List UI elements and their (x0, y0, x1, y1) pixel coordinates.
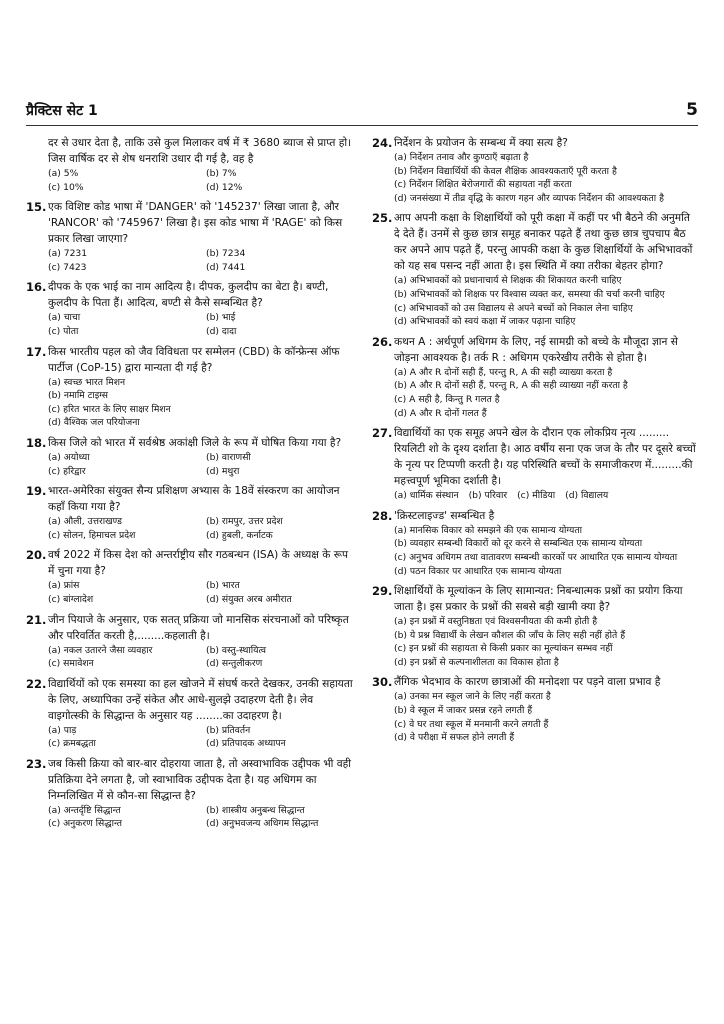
question-text: वर्ष 2022 में किस देश को अन्तर्राष्ट्रीय सौर गठबन्धन (ISA) के अध्यक्ष के रूप में चुना गया है? (48, 549, 349, 578)
answer-option: (c) समावेशन (48, 658, 94, 670)
answer-option: (a) औली, उत्तराखण्ड (48, 516, 122, 528)
answer-options (394, 615, 698, 669)
question (372, 135, 698, 205)
answer-option: (d) 7441 (206, 261, 246, 273)
question-number: 18. (26, 435, 47, 450)
question-text: विद्यार्थियों का एक समूह अपने खेल के दौरान एक लोकप्रिय नृत्य ......... रियलिटी शो के दृश्य दर्शाता है। आठ वर्षीय सना एक जज के तौर पर दूसरे बच्चों के नृत्य पर टिप्पणी करती है। यह परिस्थिति बच्चों के समाजीकरण में.........की महत्त्वपूर्ण भूमिका दर्शाती है। (394, 427, 696, 488)
question-number: 26. (372, 334, 393, 349)
answer-options (394, 690, 698, 744)
question-text: दीपक के एक भाई का नाम आदित्य है। दीपक, कुलदीप का बेटा है। बण्टी, कुलदीप के पिता हैं। आदित्य, बण्टी से कैसे सम्बन्धित है? (48, 281, 329, 310)
answer-option: (b) अभिभावकों को शिक्षक पर विश्वास व्यक्त कर, समस्या की चर्चा करनी चाहिए (394, 288, 665, 300)
answer-option: (b) परिवार (468, 490, 508, 502)
answer-option: (d) प्रतिपादक अध्यापन (206, 738, 286, 750)
question-text: दर से उधार देता है, ताकि उसे कुल मिलाकर वर्ष में ₹ 3680 ब्याज से प्राप्त हो। जिस वार्षिक दर से शेष धनराशि उधार दी गई है, वह है (48, 137, 352, 165)
question-number: 15. (26, 200, 47, 215)
answer-option: (b) 7% (206, 168, 237, 179)
answer-option: (c) सोलन, हिमाचल प्रदेश (48, 529, 136, 541)
answer-options (394, 489, 698, 503)
answer-option: (c) वे घर तथा स्कूल में मनमानी करने लगती हैं (394, 718, 549, 730)
question-number: 20. (26, 548, 47, 563)
answer-option: (d) इन प्रश्नों से कल्पनाशीलता का विकास होता है (394, 656, 559, 668)
answer-option: (d) संयुक्त अरब अमीरात (206, 593, 292, 605)
header-title: प्रैक्टिस सेट 1 (26, 103, 98, 119)
answer-option: (c) हरिद्वार (48, 465, 86, 477)
answer-option: (c) A सही है, किन्तु R गलत है (394, 393, 500, 405)
question (372, 425, 698, 503)
answer-options (48, 247, 356, 274)
answer-option: (b) व्यवहार सम्बन्धी विकारों को दूर करने से सम्बन्धित एक सामान्य योग्यता (394, 538, 643, 550)
answer-options (48, 311, 356, 338)
answer-option: (d) अभिभावकों को स्वयं कक्षा में जाकर पढ़ाना चाहिए (394, 316, 576, 328)
answer-option: (a) अभिभावकों को प्रधानाचार्य से शिक्षक की शिकायत करनी चाहिए (394, 275, 622, 287)
answer-option: (d) जनसंख्या में तीव्र वृद्धि के कारण गहन और व्यापक निर्देशन की आवश्यकता है (394, 192, 664, 204)
question-text: भारत-अमेरिका संयुक्त सैन्य प्रशिक्षण अभ्यास के 18वें संस्करण का आयोजन कहाँ किया गया है? (48, 485, 340, 514)
answer-option: (c) क्रमबद्धता (48, 738, 96, 750)
answer-option: (a) 5% (48, 168, 79, 179)
question-number: 16. (26, 280, 47, 295)
answer-option: (c) पोता (48, 325, 79, 337)
page-header (26, 96, 698, 120)
answer-option: (d) हुबली, कर्नाटक (206, 529, 273, 541)
question (372, 334, 698, 420)
answer-option: (c) 10% (48, 181, 84, 193)
question-number: 28. (372, 508, 393, 523)
answer-option: (c) 7423 (48, 261, 87, 273)
answer-option: (b) ये प्रश्न विद्यार्थी के लेखन कौशल की जाँच के लिए सही नहीं होते हैं (394, 629, 626, 641)
answer-option: (b) A और R दोनों सही हैं, परन्तु R, A की सही व्याख्या नहीं करता है (394, 380, 628, 392)
answer-option: (b) भाई (206, 312, 236, 324)
answer-options (394, 524, 698, 578)
question-number: 29. (372, 584, 393, 599)
answer-option: (b) वे स्कूल में जाकर प्रसन्न रहने लगती हैं (394, 705, 533, 717)
question-number: 27. (372, 426, 393, 441)
answer-option: (c) अभिभावकों को उस विद्यालय से अपने बच्चों को निकाल लेना चाहिए (394, 302, 633, 314)
question-text: 'क्रिस्टलाइज्ड' सम्बन्धित है (394, 509, 495, 522)
question-number: 30. (372, 675, 393, 690)
answer-option: (a) अयोध्या (48, 451, 90, 463)
answer-option: (b) 7234 (206, 248, 246, 260)
answer-options (394, 366, 698, 420)
answer-options (48, 724, 356, 751)
question (26, 344, 356, 430)
answer-option: (c) मीडिया (517, 490, 556, 502)
question (26, 756, 356, 831)
answer-option: (a) नकल उतारने जैसा व्यवहार (48, 644, 153, 656)
answer-option: (d) वे परीक्षा में सफल होने लगती हैं (394, 732, 515, 744)
left-column (26, 135, 356, 836)
question (26, 547, 356, 606)
page-number: 5 (686, 100, 698, 120)
question-text: शिक्षार्थियों के मूल्यांकन के लिए सामान्यत: निबन्धात्मक प्रश्नों का प्रयोग किया जाता है। इस प्रकार के प्रश्नों की सबसे बड़ी खामी क्या है? (394, 585, 683, 614)
answer-option: (a) उनका मन स्कूल जाने के लिए नहीं करता है (394, 691, 551, 703)
question-text: जब किसी क्रिया को बार-बार दोहराया जाता है, तो अस्वाभाविक उद्दीपक भी वही प्रतिक्रिया देने लगता है, जो स्वाभाविक उद्दीपक देता है। यह अधिगम का निम्नलिखित में से कौन-सा सिद्धान्त है? (48, 757, 352, 802)
answer-option: (b) नमामि टाइग्स (48, 390, 109, 402)
answer-options (48, 644, 356, 671)
answer-option: (a) 7231 (48, 248, 88, 260)
question-text: किस भारतीय पहल को जैव विविधता पर सम्मेलन (CBD) के कॉन्फ्रेन्स ऑफ पार्टीज (CoP-15) द्वारा मान्यता दी गई है? (48, 345, 340, 374)
question (372, 674, 698, 744)
header-rule (26, 125, 698, 126)
answer-option: (a) निर्देशन तनाव और कुण्ठाएँ बढ़ाता है (394, 152, 529, 163)
answer-option: (a) चाचा (48, 312, 81, 324)
answer-options (394, 151, 698, 205)
question-text: एक विशिष्ट कोड भाषा में 'DANGER' को '145237' लिखा जाता है, और 'RANCOR' को '745967' लिखा है। इस कोड भाषा में 'RAGE' को किस प्रकार लिखा जाएगा? (48, 201, 343, 246)
answer-option: (b) निर्देशन विद्यार्थियों की केवल शैक्षिक आवश्यकताएँ पूरी करता है (394, 165, 617, 177)
answer-option: (d) सन्तुलीकरण (206, 658, 263, 670)
question-number: 19. (26, 484, 47, 499)
answer-option: (d) वैश्विक जल परियोजना (48, 417, 140, 429)
answer-option: (b) प्रतिवर्तन (206, 724, 251, 736)
question-number: 17. (26, 344, 47, 359)
answer-options (48, 376, 356, 430)
answer-option: (d) मथुरा (206, 465, 240, 477)
question (26, 135, 356, 194)
answer-option: (d) पठन विकार पर आधारित एक सामान्य योग्यता (394, 565, 562, 577)
answer-option: (a) इन प्रश्नों में वस्तुनिष्ठता एवं विश्वसनीयता की कमी होती है (394, 616, 598, 628)
question (372, 583, 698, 669)
answer-option: (c) अनुभव अधिगम तथा वातावरण सम्बन्धी कारकों पर आधारित एक सामान्य योग्यता (394, 551, 678, 563)
question (26, 612, 356, 671)
answer-option: (c) हरित भारत के लिए साक्षर मिशन (48, 403, 171, 415)
answer-option: (a) A और R दोनों सही हैं, परन्तु R, A की सही व्याख्या करता है (394, 366, 613, 378)
question (372, 508, 698, 578)
question-number: 22. (26, 676, 47, 691)
question (26, 676, 356, 751)
right-column (372, 135, 698, 750)
answer-option: (d) विद्यालय (565, 490, 609, 502)
question-text: लैंगिक भेदभाव के कारण छात्राओं की मनोदशा पर पड़ने वाला प्रभाव है (394, 676, 661, 689)
question-text: निर्देशन के प्रयोजन के सम्बन्ध में क्या सत्य है? (394, 137, 568, 149)
question (26, 199, 356, 274)
question-number: 23. (26, 756, 47, 771)
answer-option: (b) वस्तु-स्थायित्व (206, 644, 267, 656)
answer-options (394, 274, 698, 328)
answer-option: (c) निर्देशन शिक्षित बेरोजगारों की सहायता नहीं करता (394, 179, 572, 191)
answer-option: (c) बांग्लादेश (48, 593, 94, 605)
answer-option: (b) वाराणसी (206, 451, 251, 463)
question (26, 435, 356, 478)
question-text: आप अपनी कक्षा के शिक्षार्थियों को पूरी कक्षा में कहीं पर भी बैठने की अनुमति दे देते हैं। उनमें से कुछ छात्र समूह बनाकर पढ़ते हैं तथा कुछ छात्र चुपचाप बैठ कर अपने आप पढ़ते हैं, परन्तु आपकी कक्षा के कुछ शिक्षार्थियों के अभिभावकों को यह सब पसन्द नहीं आता है। इस स्थिति में क्या तरीका बेहतर होगा? (394, 212, 693, 273)
question-text: किस जिले को भारत में सर्वश्रेष्ठ अकांक्षी जिले के रूप में घोषित किया गया है? (48, 436, 342, 449)
question-number: 24. (372, 136, 393, 150)
answer-option: (d) अनुभवजन्य अधिगम सिद्धान्त (206, 818, 319, 830)
answer-options (48, 167, 356, 194)
question (372, 210, 698, 328)
question-text: जीन पियाजे के अनुसार, एक सतत् प्रक्रिया जो मानसिक संरचनाओं को परिष्कृत और परिवर्तित करती है,........कहलाती है। (48, 613, 349, 642)
answer-option: (c) इन प्रश्नों की सहायता से किसी प्रकार का मूल्यांकन सम्भव नहीं (394, 643, 613, 655)
question (26, 279, 356, 338)
answer-option: (a) धार्मिक संस्थान (394, 490, 459, 502)
answer-option: (a) मानसिक विकार को समझने की एक सामान्य योग्यता (394, 524, 582, 536)
question-number: 25. (372, 211, 393, 226)
question-number: 21. (26, 612, 47, 627)
question-text: विद्यार्थियों को एक समस्या का हल खोजने में संघर्ष करते देखकर, उनकी सहायता के लिए, अध्यापिका उन्हें संकेत और आधे-सुलझे उदाहरण देती है। लेव वाइगोत्स्की के सिद्धान्त के अनुसार यह ........का उदाहरण है। (48, 677, 353, 722)
answer-option: (a) स्वच्छ भारत मिशन (48, 376, 126, 388)
answer-option: (b) रामपुर, उत्तर प्रदेश (206, 516, 283, 528)
answer-option: (a) पाड़ (48, 724, 77, 736)
answer-option: (d) दादा (206, 325, 237, 337)
question (26, 483, 356, 542)
question-text: कथन A : अर्थपूर्ण अधिगम के लिए, नई सामग्री को बच्चे के मौजूदा ज्ञान से जोड़ना आवश्यक है। तर्क R : अधिगम एकरेखीय तरीके से होता है। (394, 335, 678, 364)
answer-option: (d) 12% (206, 181, 243, 193)
answer-options (48, 515, 356, 542)
answer-option: (b) शास्त्रीय अनुबन्ध सिद्धान्त (206, 804, 305, 816)
answer-option: (d) A और R दोनों गलत हैं (394, 407, 487, 419)
answer-options (48, 451, 356, 478)
answer-options (48, 579, 356, 606)
answer-option: (c) अनुकरण सिद्धान्त (48, 818, 123, 830)
answer-option: (a) फ्रांस (48, 580, 80, 592)
answer-options (48, 804, 356, 831)
answer-option: (b) भारत (206, 580, 240, 592)
answer-option: (a) अन्तर्दृष्टि सिद्धान्त (48, 804, 121, 816)
